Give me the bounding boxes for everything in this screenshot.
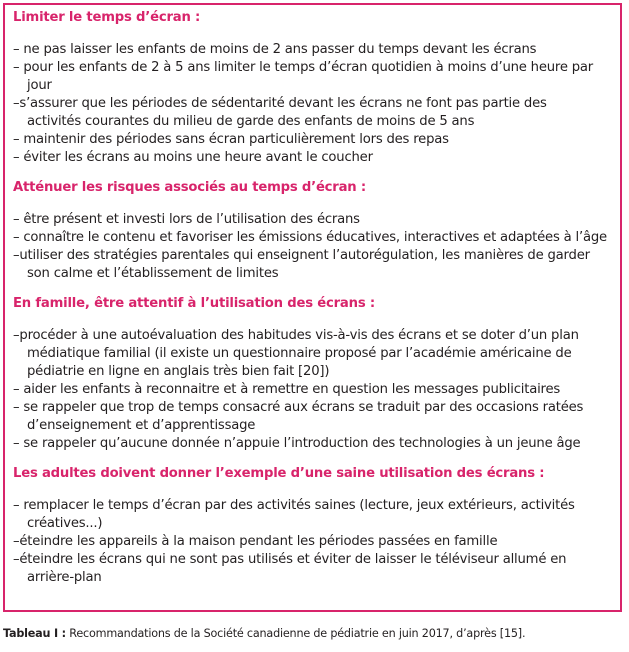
list-item: – éviter les écrans au moins une heure avant le coucher xyxy=(13,150,373,165)
list-item: – connaître le contenu et favoriser les émissions éducatives, interactives et adaptées à l’âge xyxy=(13,230,607,245)
list-item: – se rappeler que trop de temps consacré aux écrans se traduit par des occasions ratées d’enseignement et d’apprentissage xyxy=(13,400,584,433)
list-item: – pour les enfants de 2 à 5 ans limiter le temps d’écran quotidien à moins d’une heure par jour xyxy=(13,60,594,93)
section-heading-family: En famille, être attentif à l’utilisation des écrans : xyxy=(13,296,375,311)
section-heading-adults-example: Les adultes doivent donner l’exemple d’une saine utilisation des écrans : xyxy=(13,466,545,481)
caption-text: Recommandations de la Société canadienne de pédiatrie en juin 2017, d’après [15]. xyxy=(65,627,526,640)
table-caption xyxy=(3,627,623,641)
list-item: –utiliser des stratégies parentales qui enseignent l’autorégulation, les manières de garder son calme et l’établissement de limites xyxy=(13,248,590,281)
section-list-limit-screen-time xyxy=(13,41,612,167)
section-list-adults-example xyxy=(13,497,612,587)
section-list-reduce-risks xyxy=(13,211,612,283)
list-item: –s’assurer que les périodes de sédentarité devant les écrans ne font pas partie des activités courantes du milieu de garde des enfants de moins de 5 ans xyxy=(13,96,547,129)
list-item: – maintenir des périodes sans écran particulièrement lors des repas xyxy=(13,132,449,147)
list-item: – ne pas laisser les enfants de moins de 2 ans passer du temps devant les écrans xyxy=(13,42,537,57)
section-heading-limit-screen-time: Limiter le temps d’écran : xyxy=(13,10,201,25)
list-item: –procéder à une autoévaluation des habitudes vis-à-vis des écrans et se doter d’un plan médiatique familial (il existe un questionnaire proposé par l’académie américaine de pédiatrie en ligne en anglais très bien fait [20]) xyxy=(13,328,579,379)
recommendations-table xyxy=(3,3,622,612)
caption-label: Tableau I : xyxy=(3,627,66,640)
list-item: – se rappeler qu’aucune donnée n’appuie l’introduction des technologies à un jeune âge xyxy=(13,436,581,451)
list-item: –éteindre les appareils à la maison pendant les périodes passées en famille xyxy=(13,534,498,549)
list-item: – remplacer le temps d’écran par des activités saines (lecture, jeux extérieurs, activités créatives...) xyxy=(13,498,575,531)
section-list-family xyxy=(13,327,612,453)
list-item: – aider les enfants à reconnaitre et à remettre en question les messages publicitaires xyxy=(13,382,561,397)
section-heading-reduce-risks: Atténuer les risques associés au temps d’écran : xyxy=(13,180,366,195)
list-item: – être présent et investi lors de l’utilisation des écrans xyxy=(13,212,360,227)
list-item: –éteindre les écrans qui ne sont pas utilisés et éviter de laisser le téléviseur allumé en arrière-plan xyxy=(13,552,567,585)
